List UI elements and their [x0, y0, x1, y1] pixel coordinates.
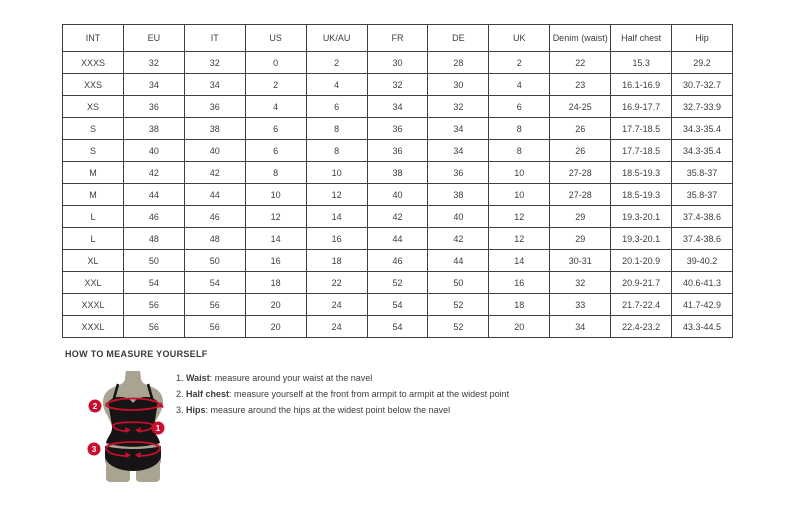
table-cell: 26 [550, 118, 611, 140]
table-cell: 23 [550, 74, 611, 96]
badge-chest [89, 400, 102, 413]
table-cell: 22 [306, 272, 367, 294]
table-cell: 36 [184, 96, 245, 118]
table-cell: XL [63, 250, 124, 272]
table-cell: S [63, 118, 124, 140]
table-cell: 32.7-33.9 [672, 96, 733, 118]
table-cell: 19.3-20.1 [611, 228, 672, 250]
table-cell: 44 [428, 250, 489, 272]
table-cell: 32 [550, 272, 611, 294]
table-cell: 18 [489, 294, 550, 316]
table-cell: L [63, 228, 124, 250]
table-cell: 46 [367, 250, 428, 272]
table-cell: 54 [123, 272, 184, 294]
table-cell: 56 [123, 294, 184, 316]
table-row [63, 294, 733, 316]
table-cell: 2 [306, 52, 367, 74]
table-cell: 32 [367, 74, 428, 96]
table-cell: 38 [184, 118, 245, 140]
instruction-text: : measure yourself at the front from armpit to armpit at the widest point [229, 389, 510, 399]
table-cell: 40 [184, 140, 245, 162]
table-cell: 10 [306, 162, 367, 184]
instruction-label: Waist [186, 373, 210, 383]
size-chart-table [62, 24, 733, 338]
table-cell: 20 [245, 294, 306, 316]
table-cell: 44 [184, 184, 245, 206]
table-cell: 40 [428, 206, 489, 228]
table-cell: 22 [550, 52, 611, 74]
table-cell: 2 [245, 74, 306, 96]
table-cell: 36 [367, 140, 428, 162]
section-title: HOW TO MEASURE YOURSELF [65, 349, 208, 359]
table-cell: 12 [489, 228, 550, 250]
table-header-cell: UK/AU [306, 25, 367, 52]
table-header-cell: Half chest [611, 25, 672, 52]
table-cell: 43.3-44.5 [672, 316, 733, 338]
table-cell: 38 [123, 118, 184, 140]
table-cell: 50 [184, 250, 245, 272]
table-row [63, 140, 733, 162]
table-cell: 8 [489, 118, 550, 140]
table-cell: M [63, 184, 124, 206]
table-cell: XXXS [63, 52, 124, 74]
table-row [63, 96, 733, 118]
table-header-cell: FR [367, 25, 428, 52]
table-cell: S [63, 140, 124, 162]
table-cell: 28 [428, 52, 489, 74]
instruction-item [176, 405, 509, 415]
table-cell: 8 [306, 140, 367, 162]
instruction-text: : measure around the hips at the widest point below the navel [205, 405, 451, 415]
table-cell: 16 [306, 228, 367, 250]
table-row [63, 118, 733, 140]
table-cell: 50 [123, 250, 184, 272]
table-cell: 6 [245, 118, 306, 140]
table-header-cell: DE [428, 25, 489, 52]
table-cell: 44 [367, 228, 428, 250]
table-cell: XXS [63, 74, 124, 96]
instruction-label: Hips [186, 405, 206, 415]
table-cell: XXXL [63, 316, 124, 338]
svg-text:3: 3 [91, 445, 97, 454]
table-cell: 38 [428, 184, 489, 206]
table-cell: 46 [123, 206, 184, 228]
table-row [63, 316, 733, 338]
table-cell: 4 [489, 74, 550, 96]
table-cell: 12 [245, 206, 306, 228]
table-cell: 33 [550, 294, 611, 316]
table-cell: 16.9-17.7 [611, 96, 672, 118]
table-cell: 35.8-37 [672, 162, 733, 184]
table-cell: 34.3-35.4 [672, 118, 733, 140]
table-cell: 10 [245, 184, 306, 206]
table-cell: 30 [367, 52, 428, 74]
table-cell: 18 [306, 250, 367, 272]
table-cell: 8 [489, 140, 550, 162]
table-cell: 34 [123, 74, 184, 96]
table-cell: 18.5-19.3 [611, 162, 672, 184]
table-cell: 54 [367, 316, 428, 338]
badge-hips [88, 443, 101, 456]
table-cell: 34 [550, 316, 611, 338]
table-row [63, 228, 733, 250]
table-cell: 8 [245, 162, 306, 184]
table-cell: 20 [245, 316, 306, 338]
table-cell: 17.7-18.5 [611, 118, 672, 140]
table-cell: M [63, 162, 124, 184]
table-row [63, 272, 733, 294]
instruction-number: 3. [176, 405, 187, 415]
table-header-row [63, 25, 733, 52]
table-cell: 48 [123, 228, 184, 250]
instruction-list [176, 373, 509, 421]
table-cell: 32 [184, 52, 245, 74]
table-cell: 8 [306, 118, 367, 140]
mannequin-illustration [85, 369, 181, 485]
table-cell: 21.7-22.4 [611, 294, 672, 316]
table-cell: 56 [184, 316, 245, 338]
table-cell: 48 [184, 228, 245, 250]
instruction-number: 2. [176, 389, 187, 399]
table-row [63, 184, 733, 206]
table-cell: 16 [489, 272, 550, 294]
table-cell: 52 [428, 316, 489, 338]
table-cell: 44 [123, 184, 184, 206]
svg-text:1: 1 [155, 424, 161, 433]
table-cell: 18 [245, 272, 306, 294]
table-cell: 35.8-37 [672, 184, 733, 206]
table-header-cell: Hip [672, 25, 733, 52]
table-cell: 19.3-20.1 [611, 206, 672, 228]
table-row [63, 250, 733, 272]
table-cell: 30.7-32.7 [672, 74, 733, 96]
table-cell: 14 [306, 206, 367, 228]
table-header-cell: Denim (waist) [550, 25, 611, 52]
table-cell: 34 [428, 140, 489, 162]
table-cell: 39-40.2 [672, 250, 733, 272]
table-cell: 15.3 [611, 52, 672, 74]
table-cell: 4 [245, 96, 306, 118]
table-cell: 10 [489, 184, 550, 206]
table-cell: 26 [550, 140, 611, 162]
table-cell: 32 [428, 96, 489, 118]
table-cell: 4 [306, 74, 367, 96]
table-cell: 16.1-16.9 [611, 74, 672, 96]
measurement-figure [85, 369, 181, 485]
table-cell: 40.6-41.3 [672, 272, 733, 294]
table-cell: 46 [184, 206, 245, 228]
table-cell: 42 [123, 162, 184, 184]
table-row [63, 74, 733, 96]
table-cell: 37.4-38.6 [672, 206, 733, 228]
table-cell: 54 [367, 294, 428, 316]
table-cell: 34 [184, 74, 245, 96]
table-row [63, 52, 733, 74]
table-cell: 42 [184, 162, 245, 184]
table-cell: 52 [428, 294, 489, 316]
table-cell: 6 [245, 140, 306, 162]
table-cell: 20.9-21.7 [611, 272, 672, 294]
table-cell: 30-31 [550, 250, 611, 272]
table-row [63, 206, 733, 228]
table-cell: 50 [428, 272, 489, 294]
table-cell: 14 [245, 228, 306, 250]
table-cell: 2 [489, 52, 550, 74]
table-cell: 56 [184, 294, 245, 316]
table-cell: 12 [306, 184, 367, 206]
table-cell: 0 [245, 52, 306, 74]
table-cell: 6 [306, 96, 367, 118]
instruction-label: Half chest [186, 389, 230, 399]
table-cell: 20.1-20.9 [611, 250, 672, 272]
table-cell: 29 [550, 206, 611, 228]
table-cell: 24 [306, 316, 367, 338]
table-cell: 34.3-35.4 [672, 140, 733, 162]
table-cell: 40 [123, 140, 184, 162]
table-header-cell: INT [63, 25, 124, 52]
table-cell: 54 [184, 272, 245, 294]
table-cell: 52 [367, 272, 428, 294]
table-cell: 20 [489, 316, 550, 338]
table-cell: 24 [306, 294, 367, 316]
table-cell: 24-25 [550, 96, 611, 118]
table-cell: 34 [367, 96, 428, 118]
table-cell: 30 [428, 74, 489, 96]
table-cell: 41.7-42.9 [672, 294, 733, 316]
table-cell: 16 [245, 250, 306, 272]
instruction-text: : measure around your waist at the navel [209, 373, 373, 383]
table-cell: 12 [489, 206, 550, 228]
table-cell: 34 [428, 118, 489, 140]
table-cell: 27-28 [550, 184, 611, 206]
table-cell: 38 [367, 162, 428, 184]
table-cell: 37.4-38.6 [672, 228, 733, 250]
svg-text:2: 2 [92, 402, 98, 411]
instruction-item [176, 389, 509, 399]
table-cell: 17.7-18.5 [611, 140, 672, 162]
table-cell: 36 [428, 162, 489, 184]
table-cell: 36 [367, 118, 428, 140]
table-cell: XXL [63, 272, 124, 294]
instruction-number: 1. [176, 373, 187, 383]
table-cell: 56 [123, 316, 184, 338]
table-row [63, 162, 733, 184]
table-header-cell: EU [123, 25, 184, 52]
badge-waist [152, 422, 165, 435]
table-cell: 40 [367, 184, 428, 206]
table-cell: 10 [489, 162, 550, 184]
table-header-cell: UK [489, 25, 550, 52]
table-cell: L [63, 206, 124, 228]
table-cell: 42 [428, 228, 489, 250]
table-cell: 42 [367, 206, 428, 228]
table-header-cell: IT [184, 25, 245, 52]
table-cell: 36 [123, 96, 184, 118]
table-cell: XS [63, 96, 124, 118]
table-cell: 29.2 [672, 52, 733, 74]
table-cell: 14 [489, 250, 550, 272]
table-header-cell: US [245, 25, 306, 52]
table-cell: 29 [550, 228, 611, 250]
table-cell: 18.5-19.3 [611, 184, 672, 206]
table-cell: 6 [489, 96, 550, 118]
instruction-item [176, 373, 509, 383]
table-cell: 32 [123, 52, 184, 74]
table-cell: 22.4-23.2 [611, 316, 672, 338]
table-cell: XXXL [63, 294, 124, 316]
table-cell: 27-28 [550, 162, 611, 184]
